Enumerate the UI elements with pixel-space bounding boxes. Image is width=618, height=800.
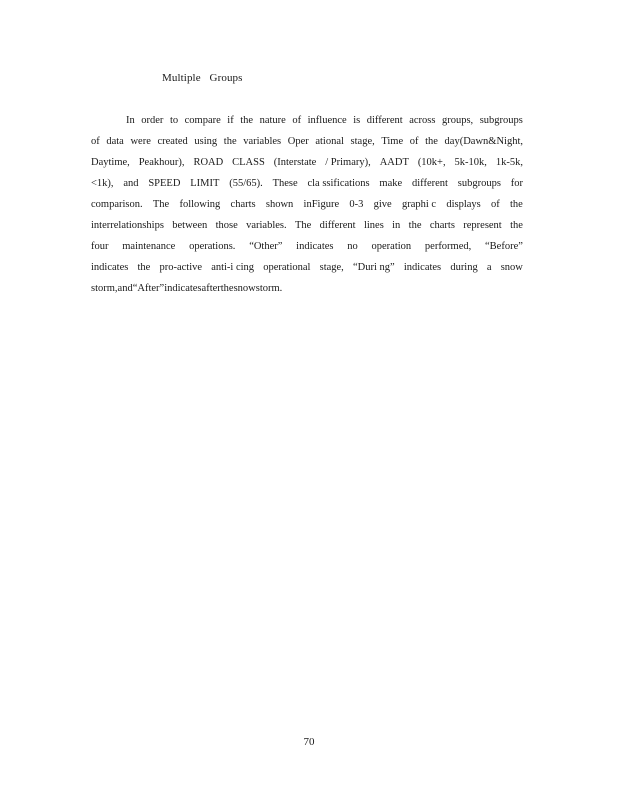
paragraph-word: ational <box>315 136 344 147</box>
paragraph-word: during <box>450 262 478 273</box>
paragraph-word: order <box>141 115 164 126</box>
paragraph-word: charts <box>230 199 256 210</box>
paragraph-word: (55/65). <box>229 178 263 189</box>
paragraph-word: influence <box>307 115 347 126</box>
paragraph-line <box>91 114 523 135</box>
paragraph-word: “Duri ng” <box>352 262 395 273</box>
paragraph-word: indicates <box>296 241 334 252</box>
paragraph-word: “Other” <box>249 241 283 252</box>
paragraph-word: following <box>179 199 221 210</box>
paragraph-word: (Interstate <box>273 157 317 168</box>
paragraph-word: 5k-10k, <box>454 157 487 168</box>
paragraph-word: <1k), <box>91 178 114 189</box>
paragraph-word: is <box>353 115 361 126</box>
paragraph-word: of <box>91 136 100 147</box>
paragraph-word: subgroups <box>479 115 523 126</box>
paragraph-word: variables. <box>246 220 287 231</box>
paragraph-word: Oper <box>287 136 309 147</box>
paragraph-word: of <box>292 115 302 126</box>
paragraph-word: represent <box>463 220 502 231</box>
paragraph-line <box>91 261 523 282</box>
paragraph-word: compare <box>184 115 221 126</box>
paragraph-word: the <box>223 136 237 147</box>
paragraph-word: operational <box>263 262 311 273</box>
paragraph-word: if <box>227 115 234 126</box>
paragraph-word: the <box>220 283 234 294</box>
paragraph-word: indicates <box>164 283 202 294</box>
paragraph-word: make <box>379 178 403 189</box>
paragraph-word: Peakhour), <box>138 157 185 168</box>
paragraph-word: AADT <box>379 157 409 168</box>
paragraph-word: “After” <box>132 283 165 294</box>
paragraph-word: indicates <box>91 262 129 273</box>
paragraph-word: subgroups <box>457 178 501 189</box>
paragraph-word: anti-i cing <box>211 262 255 273</box>
paragraph-word: storm. <box>255 283 283 294</box>
paragraph-word: These <box>272 178 298 189</box>
paragraph-word: the <box>137 262 151 273</box>
paragraph-word: shown <box>265 199 294 210</box>
paragraph-word: 0-3 <box>349 199 364 210</box>
paragraph-word: displays <box>446 199 481 210</box>
paragraph-word: charts <box>429 220 455 231</box>
paragraph-word: four <box>91 241 109 252</box>
paragraph-word: snow <box>233 283 256 294</box>
paragraph-word: to <box>169 115 179 126</box>
paragraph-word: LIMIT <box>190 178 220 189</box>
paragraph-line <box>91 240 523 261</box>
paragraph-word: and <box>117 283 133 294</box>
paragraph-word: variables <box>243 136 282 147</box>
paragraph-word: day(Dawn&Night, <box>444 136 523 147</box>
page-number: 70 <box>303 736 315 748</box>
paragraph-word: the <box>510 220 523 231</box>
paragraph-word: The <box>152 199 170 210</box>
paragraph-word: SPEED <box>148 178 181 189</box>
paragraph-word: graphi c <box>401 199 437 210</box>
paragraph-word: CLASS <box>232 157 265 168</box>
body-paragraph <box>91 114 523 303</box>
paragraph-word: no <box>347 241 358 252</box>
paragraph-word: created <box>157 136 188 147</box>
paragraph-word: and <box>123 178 139 189</box>
paragraph-word: comparison. <box>91 199 143 210</box>
paragraph-word: stage, <box>350 136 375 147</box>
paragraph-word: nature <box>259 115 286 126</box>
paragraph-word: different <box>411 178 448 189</box>
paragraph-word: the <box>408 220 422 231</box>
paragraph-word: operation <box>371 241 412 252</box>
paragraph-word: of <box>491 199 500 210</box>
paragraph-word: Daytime, <box>91 157 130 168</box>
paragraph-word: / Primary), <box>325 157 371 168</box>
paragraph-word: groups, <box>441 115 474 126</box>
paragraph-word: for <box>510 178 523 189</box>
paragraph-word: data <box>106 136 124 147</box>
paragraph-word: snow <box>500 262 523 273</box>
paragraph-line <box>91 156 523 177</box>
paragraph-line <box>91 177 523 198</box>
paragraph-word: the <box>240 115 254 126</box>
paragraph-word: operations. <box>189 241 236 252</box>
paragraph-word: maintenance <box>122 241 176 252</box>
paragraph-word: across <box>409 115 436 126</box>
paragraph-line <box>91 135 523 156</box>
paragraph-word: between <box>172 220 208 231</box>
paragraph-word: were <box>130 136 151 147</box>
paragraph-word: in <box>392 220 401 231</box>
paragraph-word: a <box>486 262 492 273</box>
paragraph-line <box>91 282 523 303</box>
paragraph-word: The <box>294 220 312 231</box>
paragraph-word: stage, <box>319 262 344 273</box>
paragraph-word: inFigure <box>303 199 340 210</box>
paragraph-word: different <box>366 115 403 126</box>
paragraph-word: pro-active <box>159 262 203 273</box>
section-heading: Multiple Groups <box>162 72 243 84</box>
paragraph-word: 1k-5k, <box>495 157 523 168</box>
paragraph-word: Time <box>381 136 404 147</box>
paragraph-word: lines <box>363 220 384 231</box>
paragraph-word: cla ssifications <box>307 178 370 189</box>
paragraph-word: using <box>194 136 218 147</box>
paragraph-word: “Before” <box>485 241 523 252</box>
paragraph-word: ROAD <box>193 157 224 168</box>
paragraph-word: those <box>215 220 238 231</box>
paragraph-word: performed, <box>424 241 472 252</box>
paragraph-word: interrelationships <box>91 220 164 231</box>
paragraph-word: give <box>373 199 392 210</box>
paragraph-word: (10k+, <box>417 157 446 168</box>
paragraph-line <box>91 198 523 219</box>
paragraph-word: of <box>409 136 419 147</box>
paragraph-word: storm, <box>91 283 118 294</box>
paragraph-word: the <box>425 136 438 147</box>
paragraph-word: different <box>319 220 356 231</box>
paragraph-word: In <box>126 115 135 126</box>
paragraph-line <box>91 219 523 240</box>
paragraph-word: after <box>201 283 221 294</box>
paragraph-word: indicates <box>403 262 442 273</box>
paragraph-word: the <box>510 199 523 210</box>
